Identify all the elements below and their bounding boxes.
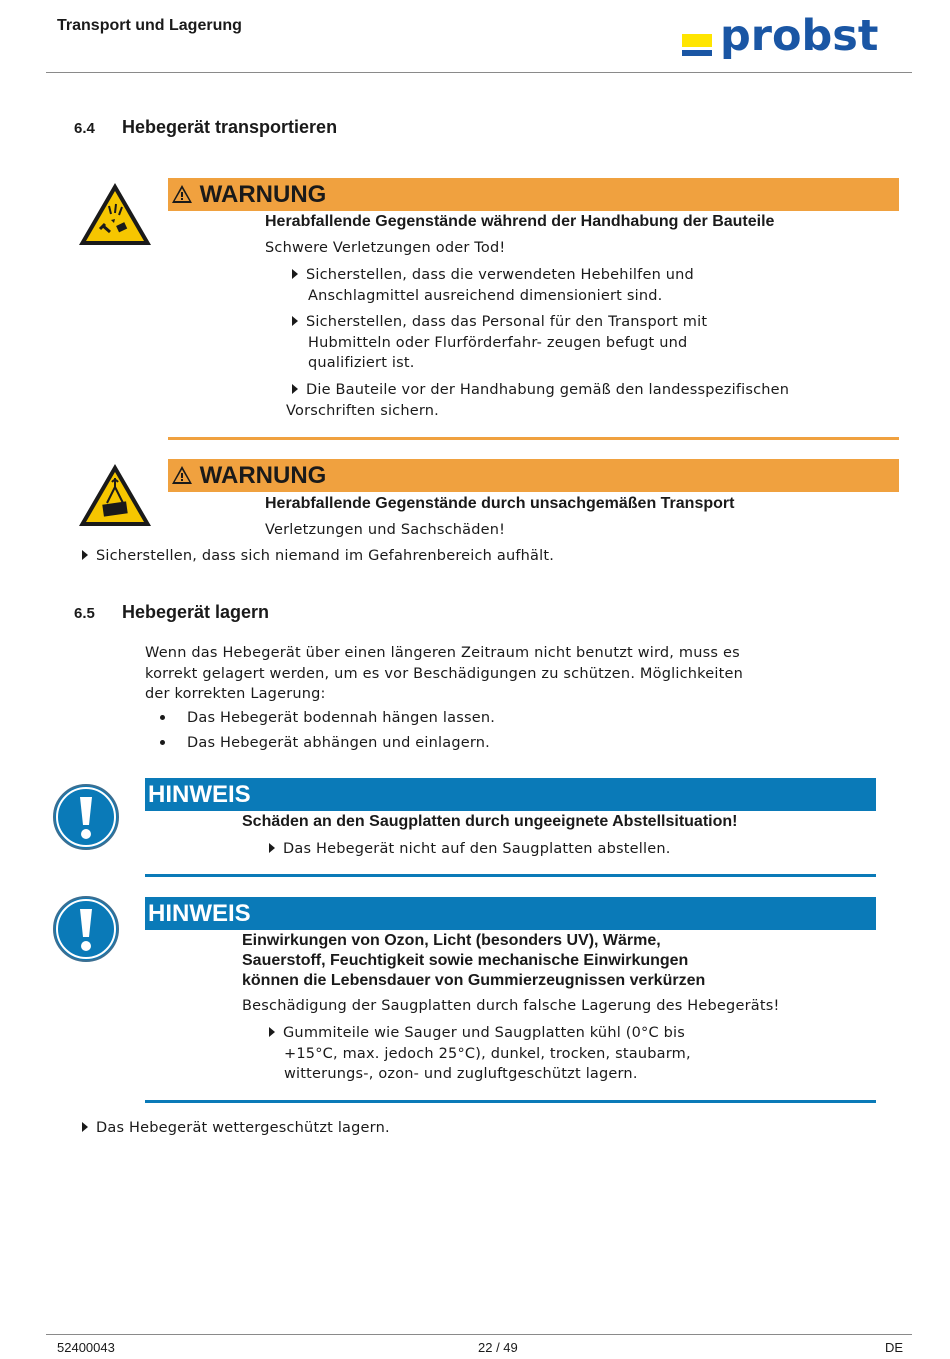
logo-yellow-bar xyxy=(682,34,712,47)
warning-step: Sicherstellen, dass das Personal für den Transport mit Hubmitteln oder Flurförderfahr- zeugen befugt und qualifiziert ist. xyxy=(292,312,707,374)
warning-title: Herabfallende Gegenstände durch unsachgemäßen Transport xyxy=(265,495,735,512)
section-number: 6.5 xyxy=(74,605,95,622)
exclamation-notice-icon xyxy=(52,895,120,963)
step-arrow-icon xyxy=(82,1122,88,1132)
section-title: Hebegerät lagern xyxy=(122,602,270,622)
notice-end-rule xyxy=(145,1100,876,1103)
warning-step-continuation: Vorschriften sichern. xyxy=(286,403,439,419)
step-arrow-icon xyxy=(292,269,298,279)
notice-title: Einwirkungen von Ozon, Licht (besonders UV), Wärme, Sauerstoff, Feuchtigkeit sowie mechanische Einwirkungen können die Lebensdauer von Gummierzeugnissen verkürzen xyxy=(242,932,706,989)
bullet-dot-icon xyxy=(160,740,165,745)
falling-objects-warning-icon xyxy=(76,180,154,248)
notice-banner: HINWEIS xyxy=(145,778,876,811)
instruction-step: Sicherstellen, dass sich niemand im Gefahrenbereich aufhält. xyxy=(82,546,554,567)
warning-banner xyxy=(168,459,899,492)
warning-triangle-icon xyxy=(171,184,193,204)
probst-logo xyxy=(680,11,906,70)
footer-divider xyxy=(46,1334,912,1335)
section-number: 6.4 xyxy=(74,120,95,137)
step-arrow-icon xyxy=(292,316,298,326)
bullet-item: Das Hebegerät bodennah hängen lassen. xyxy=(160,708,495,729)
warning-label: WARNUNG xyxy=(199,181,327,208)
notice-step: Gummiteile wie Sauger und Saugplatten kühl (0°C bis +15°C, max. jedoch 25°C), dunkel, trocken, staubarm, witterungs-, ozon- und zugluftgeschützt lagern. xyxy=(269,1023,691,1085)
footer-language: DE xyxy=(885,1340,904,1355)
section-title: Hebegerät transportieren xyxy=(122,117,338,137)
logo-blue-bar xyxy=(682,50,712,56)
bullet-item: Das Hebegerät abhängen und einlagern. xyxy=(160,733,490,754)
notice-end-rule xyxy=(145,874,876,877)
exclamation-notice-icon xyxy=(52,783,120,851)
instruction-step: Das Hebegerät wettergeschützt lagern. xyxy=(82,1118,390,1139)
notice-consequence: Beschädigung der Saugplatten durch falsche Lagerung des Hebegeräts! xyxy=(242,998,780,1014)
warning-consequence: Schwere Verletzungen oder Tod! xyxy=(265,240,506,256)
warning-title: Herabfallende Gegenstände während der Handhabung der Bauteile xyxy=(265,213,775,230)
bullet-dot-icon xyxy=(160,715,165,720)
footer-page-number: 22 / 49 xyxy=(478,1340,518,1355)
warning-banner xyxy=(168,178,899,211)
warning-step: Die Bauteile vor der Handhabung gemäß den landesspezifischen xyxy=(292,380,789,401)
suspended-load-warning-icon xyxy=(76,461,154,529)
step-arrow-icon xyxy=(269,1027,275,1037)
step-arrow-icon xyxy=(269,843,275,853)
logo-text: probst xyxy=(720,11,879,61)
footer-doc-number: 52400043 xyxy=(57,1340,115,1355)
header-divider xyxy=(46,72,912,73)
step-arrow-icon xyxy=(82,550,88,560)
intro-paragraph: Wenn das Hebegerät über einen längeren Zeitraum nicht benutzt wird, muss es korrekt gelagert werden, um es vor Beschädigungen zu schützen. Möglichkeiten der korrekten Lagerung: xyxy=(145,645,743,702)
warning-label: WARNUNG xyxy=(199,462,327,489)
step-arrow-icon xyxy=(292,384,298,394)
notice-banner: HINWEIS xyxy=(145,897,876,930)
warning-step: Sicherstellen, dass die verwendeten Hebehilfen und Anschlagmittel ausreichend dimensioniert sind. xyxy=(292,265,694,306)
warning-end-rule xyxy=(168,437,899,440)
notice-step: Das Hebegerät nicht auf den Saugplatten abstellen. xyxy=(269,839,671,860)
page-header-title: Transport und Lagerung xyxy=(57,17,242,34)
notice-title: Schäden an den Saugplatten durch ungeeignete Abstellsituation! xyxy=(242,813,738,830)
warning-consequence: Verletzungen und Sachschäden! xyxy=(265,522,506,538)
warning-triangle-icon xyxy=(171,465,193,485)
